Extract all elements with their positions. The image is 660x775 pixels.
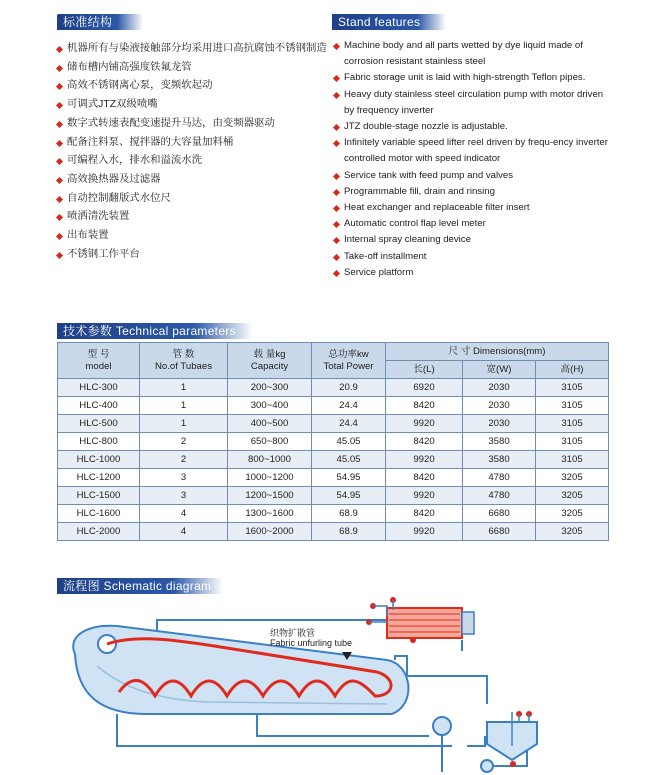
bullet-diamond-icon xyxy=(333,205,340,212)
list-item: 高效换热器及过滤器 xyxy=(57,171,327,190)
list-item: Service tank with feed pump and valves xyxy=(334,168,614,184)
features-cn-list xyxy=(57,40,327,264)
list-item: JTZ double-stage nozzle is adjustable. xyxy=(334,119,614,135)
section-header-stand-features: Stand features xyxy=(332,14,446,30)
filter-housing xyxy=(462,612,474,634)
bullet-diamond-icon xyxy=(333,189,340,196)
list-item: Internal spray cleaning device xyxy=(334,232,614,248)
bullet-diamond-icon xyxy=(56,158,63,165)
bullet-diamond-icon xyxy=(56,233,63,240)
list-item: 高效不锈钢离心泵，变频软起动 xyxy=(57,77,327,96)
list-item: Fabric storage unit is laid with high-strength Teflon pipes. xyxy=(334,70,614,86)
bullet-diamond-icon xyxy=(333,254,340,261)
header-power: 总功率kw Total Power xyxy=(312,343,386,379)
list-item: 不锈钢工作平台 xyxy=(57,246,327,265)
list-item: 自动控制翻版式水位尺 xyxy=(57,190,327,209)
header-capacity: 载 量kg Capacity xyxy=(228,343,312,379)
bullet-diamond-icon xyxy=(333,221,340,228)
bullet-diamond-icon xyxy=(56,196,63,203)
section-header-standard: 标准结构 xyxy=(57,14,143,30)
list-item: 出布装置 xyxy=(57,227,327,246)
list-item: 可编程入水，排水和溢流水洗 xyxy=(57,152,327,171)
bullet-diamond-icon xyxy=(333,43,340,50)
header-length: 长(L) xyxy=(386,361,463,379)
bullet-diamond-icon xyxy=(56,252,63,259)
table-row: HLC-1500 3 1200~1500 54.95 9920 4780 3205 xyxy=(58,487,609,505)
bullet-diamond-icon xyxy=(333,270,340,277)
list-item: 数字式转速表配变速提升马达，由变频器驱动 xyxy=(57,115,327,134)
technical-parameters-table xyxy=(57,342,609,541)
list-item: Automatic control flap level meter xyxy=(334,216,614,232)
table-row: HLC-800 2 650~800 45.05 8420 3580 3105 xyxy=(58,433,609,451)
table-row: HLC-400 1 300~400 24.4 8420 2030 3105 xyxy=(58,397,609,415)
table-row: HLC-300 1 200~300 20.9 6920 2030 3105 xyxy=(58,379,609,397)
schematic-diagram xyxy=(57,596,617,774)
bullet-diamond-icon xyxy=(333,237,340,244)
heat-exchanger xyxy=(387,608,462,638)
bullet-diamond-icon xyxy=(56,214,63,221)
list-item: Service platform xyxy=(334,265,614,281)
bullet-diamond-icon xyxy=(56,65,63,72)
list-item: Heat exchanger and replaceable filter insert xyxy=(334,200,614,216)
header-dimensions: 尺 寸 Dimensions(mm) xyxy=(386,343,609,361)
features-en-list xyxy=(334,38,614,281)
list-item: Machine body and all parts wetted by dye liquid made of corrosion resistant stainless steel xyxy=(334,38,614,70)
bullet-diamond-icon xyxy=(333,173,340,180)
list-item: 喷洒清洗装置 xyxy=(57,208,327,227)
header-height: 高(H) xyxy=(536,361,609,379)
table-row: HLC-1600 4 1300~1600 68.9 8420 6680 3205 xyxy=(58,505,609,523)
bullet-diamond-icon xyxy=(56,46,63,53)
list-item: Programmable fill, drain and rinsing xyxy=(334,184,614,200)
table-header-row xyxy=(58,343,609,361)
header-model: 型 号 model xyxy=(58,343,140,379)
bullet-diamond-icon xyxy=(56,83,63,90)
list-item: Heavy duty stainless steel circulation pump with motor driven by frequency inverter xyxy=(334,87,614,119)
header-tubes: 管 数 No.of Tubaes xyxy=(140,343,228,379)
header-width: 宽(W) xyxy=(463,361,536,379)
bullet-diamond-icon xyxy=(56,177,63,184)
bullet-diamond-icon xyxy=(56,102,63,109)
bullet-diamond-icon xyxy=(333,124,340,131)
bullet-diamond-icon xyxy=(56,121,63,128)
list-item: Take-off installment xyxy=(334,249,614,265)
bullet-diamond-icon xyxy=(333,75,340,82)
bullet-diamond-icon xyxy=(56,139,63,146)
fabric-unfurling-tube-label: 织物扩散管 Fabric unfurling tube xyxy=(270,628,353,648)
pump-icon xyxy=(433,717,451,735)
list-item: 储布槽内铺高强度铁氟龙管 xyxy=(57,59,327,78)
bullet-diamond-icon xyxy=(333,92,340,99)
list-item: 机器所有与染液接触部分均采用进口高抗腐蚀不锈钢制造 xyxy=(57,40,327,59)
section-header-technical-parameters: 技术参数 Technical parameters xyxy=(57,323,253,339)
list-item: 配备注料泵、搅拌器的大容量加料桶 xyxy=(57,134,327,153)
table-row: HLC-1200 3 1000~1200 54.95 8420 4780 3205 xyxy=(58,469,609,487)
list-item: 可调式JTZ双级喷嘴 xyxy=(57,96,327,115)
bullet-diamond-icon xyxy=(333,140,340,147)
section-header-schematic-diagram: 流程图 Schematic diagram xyxy=(57,578,223,594)
list-item: Infinitely variable speed lifter reel driven by frequ-ency inverter controlled motor with speed indicator xyxy=(334,135,614,167)
feed-pump-icon xyxy=(481,760,493,772)
table-row: HLC-2000 4 1600~2000 68.9 9920 6680 3205 xyxy=(58,523,609,541)
table-row: HLC-1000 2 800~1000 45.05 9920 3580 3105 xyxy=(58,451,609,469)
table-row: HLC-500 1 400~500 24.4 9920 2030 3105 xyxy=(58,415,609,433)
